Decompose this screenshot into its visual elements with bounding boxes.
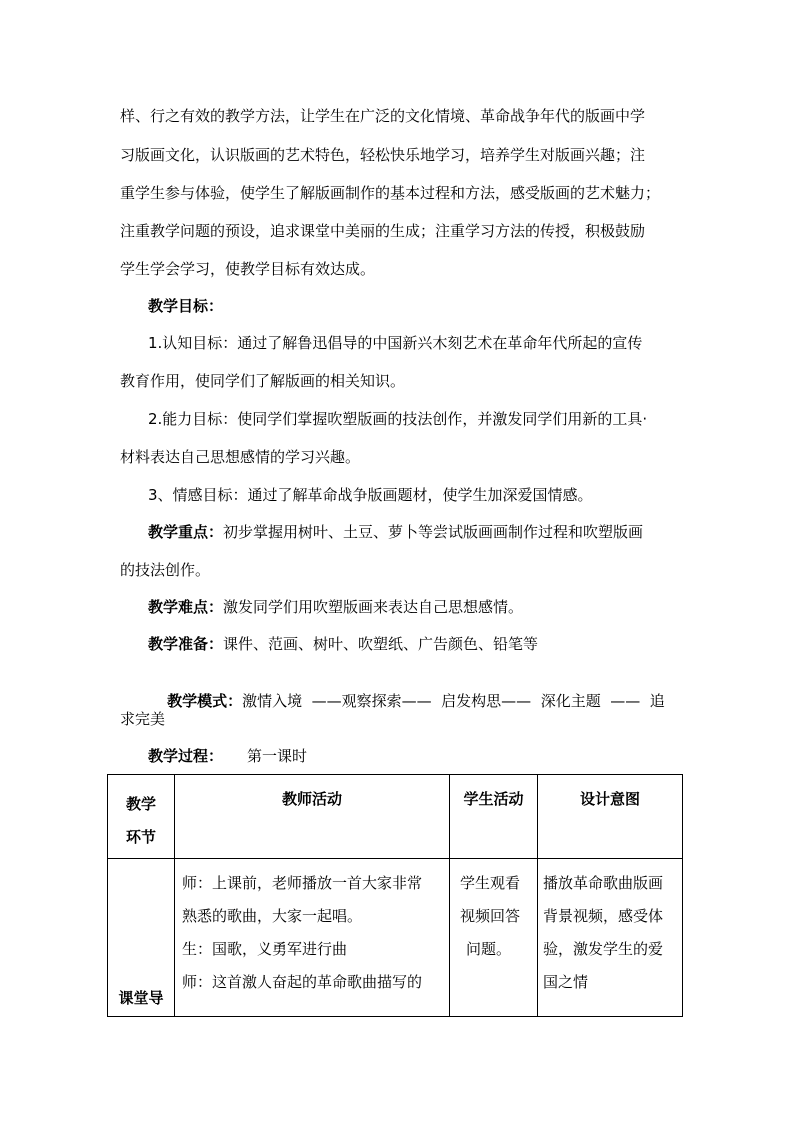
intent-line-4: 国之情 [543,973,589,991]
key-point-label: 教学重点： [148,523,224,541]
intent-cell [538,859,683,1017]
intro-line-1: 样、行之有效的教学方法，让学生在广泛的文化情境、革命战争年代的版画中学 [120,107,646,125]
student-line-1: 学生观看 [460,874,521,892]
intro-line-2: 习版画文化，认识版画的艺术特色，轻松快乐地学习，培养学生对版画兴趣；注 [120,146,646,164]
difficulty-label: 教学难点： [148,598,224,616]
goal1-line-1: 1.认知目标：通过了解鲁迅倡导的中国新兴木刻艺术在革命年代所起的宣传 [148,334,643,352]
goals-heading: 教学目标： [148,297,224,315]
student-activity [450,859,537,966]
design-intent [538,859,682,999]
goal2-line-2: 材料表达自己思想感情的学习兴趣。 [120,448,361,466]
table-header-row [108,775,683,859]
key-point-line-1 [148,522,643,542]
mode-line-1 [148,671,665,731]
key-point-line-2: 的技法创作。 [120,561,211,579]
intro-line-4: 注重教学问题的预设，追求课堂中美丽的生成；注重学习方法的传授，积极鼓励 [120,222,646,240]
prep-label: 教学准备： [148,635,224,653]
goal1-line-2: 教育作用，使同学们了解版画的相关知识。 [120,372,406,390]
table-row [108,859,683,1017]
process-text: 第一课时 [247,747,308,765]
student-activity-cell [450,859,538,1017]
teacher-activity-cell [175,859,450,1017]
process-line [148,746,307,766]
teacher-line-2: 熟悉的歌曲，大家一起唱。 [182,907,363,925]
header-stage: 教学环节 [125,795,156,846]
difficulty-line [148,597,523,617]
teacher-activity [175,859,449,999]
goal3-line: 3、情感目标：通过了解革命战争版画题材，使学生加深爱国情感。 [148,486,593,504]
header-intent-cell [538,775,683,859]
intent-line-2: 背景视频，感受体 [543,907,664,925]
header-teacher-cell [175,775,450,859]
mode-line-2: 求完美 [120,710,166,728]
intro-line-3: 重学生参与体验，使学生了解版画制作的基本过程和方法，感受版画的艺术魅力； [120,184,661,202]
stage-label: 课堂导 [118,989,164,1007]
stage-cell [108,859,175,1017]
header-teacher: 教师活动 [281,790,342,808]
teacher-line-1: 师：上课前，老师播放一首大家非常 [182,874,423,892]
mode-label: 教学模式： [167,692,243,710]
goal2-line-1: 2.能力目标：使同学们掌握吹塑版画的技法创作，并激发同学们用新的工具· [148,410,648,428]
header-student-cell [450,775,538,859]
header-student: 学生活动 [463,790,524,808]
intro-line-5: 学生学会学习，使教学目标有效达成。 [120,260,376,278]
process-label: 教学过程： [148,747,224,765]
student-line-3: 问题。 [466,940,512,958]
teacher-line-3: 生：国歌，义勇军进行曲 [182,940,348,958]
intent-line-1: 播放革命歌曲版画 [543,874,664,892]
prep-text: 课件、范画、树叶、吹塑纸、广告颜色、铅笔等 [223,635,539,653]
mode-text: 激情入境 ——观察探索—— 启发构思—— 深化主题 —— 追 [242,692,665,710]
header-intent: 设计意图 [579,790,640,808]
difficulty-text: 激发同学们用吹塑版画来表达自己思想感情。 [223,598,524,616]
prep-line [148,634,538,654]
lesson-table [107,774,683,1017]
header-stage-cell [108,775,175,859]
teacher-line-4: 师：这首激人奋起的革命歌曲描写的 [182,973,423,991]
intent-line-3: 验，激发学生的爱 [543,940,664,958]
student-line-2: 视频回答 [460,907,521,925]
key-point-text: 初步掌握用树叶、土豆、萝卜等尝试版画画制作过程和吹塑版画 [223,523,644,541]
